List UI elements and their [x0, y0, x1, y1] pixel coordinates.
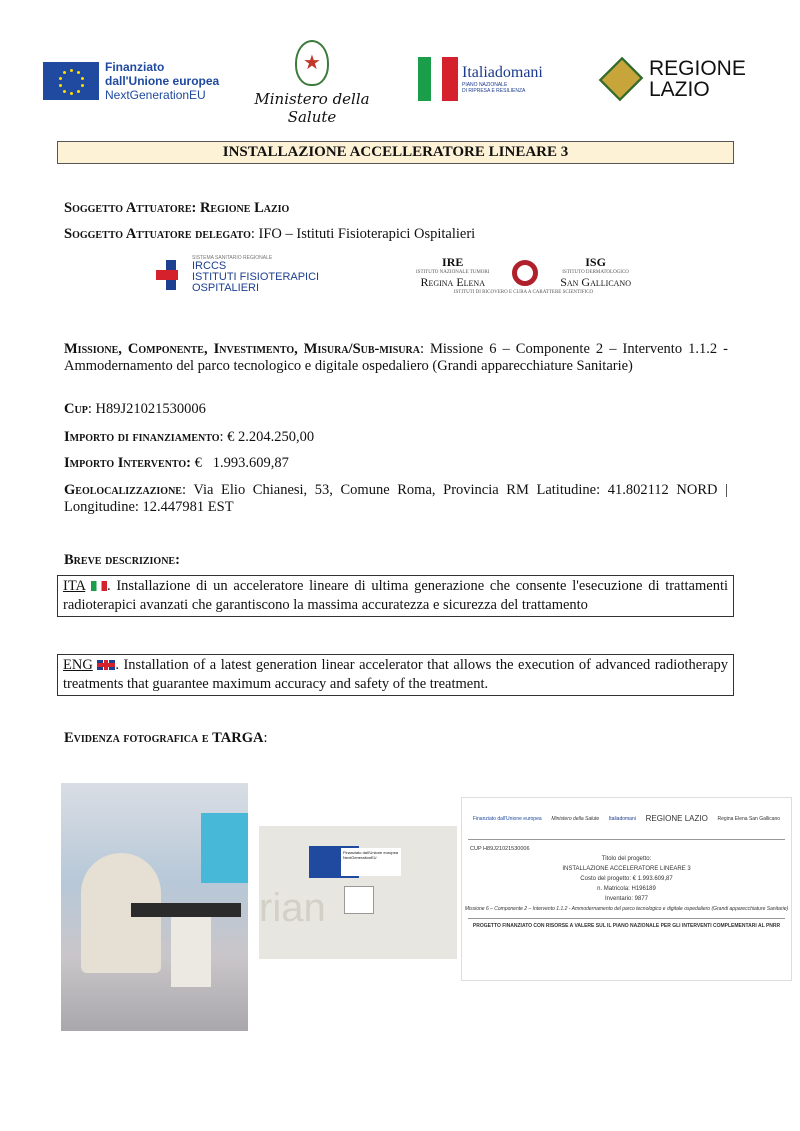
evidenza [64, 730, 728, 747]
importo-intervento [64, 455, 728, 472]
colon: : [263, 730, 268, 746]
ministero-salute-logo [232, 40, 392, 126]
targa-logos [468, 798, 785, 840]
isg-sub: ISTITUTO DERMATOLOGICO [562, 270, 629, 275]
value: : Via Elio Chianesi, 53, Comune Roma, Provincia RM Latitudine: 41.802112 NORD | Longitudine: 12.447981 EST [64, 482, 728, 515]
italiadomani-logo [418, 57, 543, 101]
breve-descrizione [64, 552, 728, 569]
page-title: INSTALLAZIONE ACCELLERATORE LINEARE 3 [57, 141, 734, 164]
ifo-logo [156, 255, 319, 294]
ire-footer: ISTITUTI DI RICOVERO E CURA A CARATTERE SCIENTIFICO [453, 290, 594, 295]
soggetto-attuatore [64, 200, 728, 217]
geolocalizzazione [64, 482, 728, 516]
ire-isg-logo [416, 255, 631, 295]
label: Cup [64, 401, 88, 417]
ita-text: . Installazione di un acceleratore lineare di ultima generazione che consente l'esecuzione di trattamenti radioterapici avanzati che garantiscono la massima accuratezza e sicurezza del trattamento [63, 578, 729, 613]
soggetto-delegato [64, 226, 728, 243]
cup [64, 401, 728, 418]
ire-text: IRE [442, 255, 464, 269]
ministero-text: Ministero della Salute [254, 90, 370, 126]
photo-accelerator [61, 783, 248, 1031]
regione-text: REGIONE [649, 57, 746, 80]
targa-inventario: Inventario: 9877 [604, 896, 649, 902]
photo-sticker [259, 826, 457, 959]
label: Missione, Componente, Investimento, Misura/Sub-misura [64, 341, 420, 357]
targa-titolo: INSTALLAZIONE ACCELERATORE LINEARE 3 [562, 866, 691, 872]
brand-text: rian [259, 886, 326, 930]
importo-finanziamento [64, 429, 728, 446]
label: Breve descrizione: [64, 552, 180, 568]
label: Importo Intervento: [64, 455, 192, 471]
heart-icon [512, 260, 538, 286]
targa-logo: REGIONE LAZIO [645, 814, 708, 823]
eng-tag: ENG [63, 657, 93, 673]
targa-footer: PROGETTO FINANZIATO CON RISORSE A VALERE SUL IL PIANO NAZIONALE PER GLI INTERVENTI COMPLEMENTARI AL PNRR [468, 918, 785, 929]
value: : IFO – Istituti Fisioterapici Ospitalieri [250, 226, 476, 242]
description-eng [57, 654, 734, 696]
description-ita [57, 575, 734, 617]
italiadomani-sub: DI RIPRESA E RESILIENZA [462, 88, 526, 94]
eu-text: Finanziato [105, 60, 165, 74]
italiadomani-sub: PIANO NAZIONALE [462, 82, 508, 88]
ita-tag: ITA [63, 578, 86, 594]
regione-lazio-logo [601, 57, 746, 101]
label: Soggetto Attuatore delegato [64, 226, 251, 242]
targa-cup: CUP H89J21021530006 [470, 846, 530, 852]
targa-label: TARGA [212, 730, 264, 746]
ire-sub: ISTITUTO NAZIONALE TUMORI [416, 270, 490, 275]
isg-text: ISG [585, 255, 606, 269]
targa-logo: Regina Elena San Gallicano [717, 815, 781, 822]
ifo-text: ISTITUTI FISIOTERAPICI [192, 271, 320, 283]
isg-name: San Gallicano [560, 275, 631, 289]
italiadomani-text: Italiadomani [462, 64, 543, 81]
missione [64, 341, 728, 375]
targa-costo: Costo del progetto: € 1.993.609,87 [580, 876, 673, 882]
italian-emblem-icon [295, 40, 329, 86]
uk-flag-icon [97, 660, 115, 670]
eng-text: . Installation of a latest generation linear accelerator that allows the execution of advanced radiotherapy treatments that guarantee maximum accuracy and safety of the treatment. [63, 657, 729, 692]
value: : Missione 6 – Componente 2 – Intervento 1.1.2 - Ammodernamento del parco tecnologico e digitale ospedaliero (Grandi apparecchiature Sanitarie) [64, 341, 728, 374]
label: Importo di finanziamento [64, 429, 220, 445]
cross-icon [156, 260, 186, 290]
value: € 1.993.609,87 [191, 455, 289, 471]
ifo-small: SISTEMA SANITARIO REGIONALE [192, 255, 273, 261]
eu-text: NextGenerationEU [105, 88, 206, 102]
regione-text: LAZIO [649, 78, 710, 101]
ire-name: Regina Elena [420, 275, 485, 289]
targa-titolo-label: Titolo del progetto: [601, 856, 652, 862]
label: Evidenza fotografica e [64, 730, 213, 746]
targa-matricola: n. Matricola: H196189 [597, 886, 656, 892]
value: : € 2.204.250,00 [219, 429, 315, 445]
targa-logo: Italiadomani [608, 815, 636, 822]
targa-plaque [461, 797, 792, 981]
italian-flag-icon [418, 57, 458, 101]
italian-flag-icon [91, 581, 107, 591]
barcode-label [344, 886, 374, 914]
eu-funding-logo [43, 60, 219, 102]
eu-text: dall'Unione europea [105, 74, 220, 88]
ifo-text: OSPITALIERI [192, 282, 260, 294]
label: Soggetto Attuatore: Regione Lazio [64, 200, 290, 216]
targa-logo: Finanziato dall'Unione europea [472, 815, 542, 822]
value: : H89J21021530006 [87, 401, 206, 417]
ifo-text: IRCCS [192, 260, 227, 272]
targa-missione: Missione 6 – Componente 2 – Intervento 1.1.2 - Ammodernamento del parco tecnologico e digitale ospedaliero (Grandi apparecchiature Sanitarie) [464, 906, 789, 912]
label: Geolocalizzazione [64, 482, 182, 498]
sticker-text: Finanziato dall'Unione europea NextGenerationEU [341, 848, 401, 876]
lazio-crest-icon [599, 57, 644, 102]
eu-flag-icon [43, 62, 99, 100]
targa-logo: Ministero della Salute [551, 815, 600, 822]
